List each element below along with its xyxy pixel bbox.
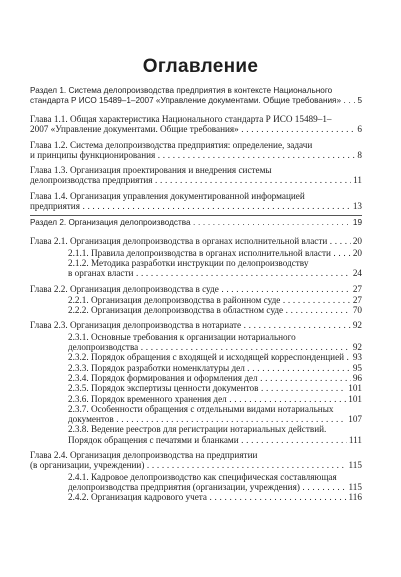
toc-subsection[interactable] bbox=[30, 258, 362, 279]
toc-page-number: 5 bbox=[357, 96, 362, 105]
toc-chapter[interactable] bbox=[30, 315, 362, 330]
toc-chapter[interactable] bbox=[30, 279, 362, 294]
toc-entry-text: Раздел 1. Система делопроизводства предприятия в контексте Национального bbox=[30, 86, 333, 95]
toc-subsection[interactable] bbox=[30, 394, 362, 404]
toc-page-number: 92 bbox=[352, 342, 362, 353]
toc-entry-text: 2.2.2. Организация делопроизводства в областном суде bbox=[68, 305, 284, 316]
toc-entry-text: 2007 «Управление документами. Общие требования» bbox=[30, 124, 239, 135]
toc-chapter[interactable] bbox=[30, 231, 362, 246]
toc-page-number: 20 bbox=[352, 247, 362, 258]
toc-section[interactable] bbox=[30, 84, 362, 109]
page-title: Оглавление bbox=[142, 56, 259, 77]
toc-page-number: 115 bbox=[348, 481, 362, 492]
toc-subsection[interactable] bbox=[30, 352, 362, 362]
toc-entry-text: Раздел 2. Организация делопроизводства bbox=[30, 218, 191, 228]
toc-entry-text: 2.3.8. Ведение реестров для регистрации нотариальных действий. bbox=[68, 424, 327, 435]
toc-entry-text: Порядок обращения с печатями и бланками bbox=[68, 434, 239, 445]
toc-page-number: 13 bbox=[352, 201, 362, 212]
toc-page-number: 27 bbox=[352, 283, 362, 294]
toc-subsection[interactable] bbox=[30, 305, 362, 315]
toc-entry-text: 2.1.1. Правила делопроизводства в органах исполнительной власти bbox=[68, 247, 331, 258]
toc-entry-text: 2.2.1. Организация делопроизводства в районном суде bbox=[68, 294, 281, 305]
toc-entry-text: 2.3.1. Основные требования к организации нотариального bbox=[68, 331, 296, 342]
toc-chapter[interactable] bbox=[30, 160, 362, 186]
toc-page-number: 92 bbox=[352, 320, 362, 331]
toc-page-number: 115 bbox=[348, 460, 362, 471]
toc-entry-text: делопроизводства предприятия bbox=[30, 175, 153, 186]
toc-entry-text: 2.3.3. Порядок разработки номенклатуры дел bbox=[68, 362, 245, 373]
toc-chapter[interactable] bbox=[30, 445, 362, 471]
toc-entry-text: Глава 1.3. Организация проектирования и внедрения системы bbox=[30, 165, 272, 176]
toc-subsection[interactable] bbox=[30, 404, 362, 425]
toc-entry-text: в органах власти bbox=[68, 268, 134, 279]
toc-entry-text: Глава 2.2. Организация делопроизводства в суде bbox=[30, 283, 219, 294]
toc-subsection[interactable] bbox=[30, 247, 362, 258]
toc-entry-text: 2.3.7. Особенности обращения с отдельными видами нотариальных bbox=[68, 403, 334, 414]
toc-entry-text: 2.3.6. Порядок временного хранения дел bbox=[68, 393, 227, 404]
toc-entry-text: предприятия bbox=[30, 201, 80, 212]
toc-page-number: 93 bbox=[352, 352, 362, 363]
toc-chapter[interactable] bbox=[30, 186, 362, 212]
toc-subsection[interactable] bbox=[30, 424, 362, 445]
toc-entry-text: 2.3.4. Порядок формирования и оформления дел bbox=[68, 372, 258, 383]
toc-entry-text: (в организации, учреждении) bbox=[30, 460, 145, 471]
toc-entry-text: делопроизводства bbox=[68, 342, 139, 353]
toc-subsection[interactable] bbox=[30, 294, 362, 305]
toc-page-number: 107 bbox=[348, 414, 362, 425]
toc-page-number: 95 bbox=[352, 362, 362, 373]
toc-entry-text: Глава 2.1. Организация делопроизводства в органах исполнительной власти bbox=[30, 236, 328, 247]
toc-entry-text: делопроизводства предприятия (организации, учреждения) bbox=[68, 481, 300, 492]
toc-page-number: 111 bbox=[348, 434, 362, 445]
table-of-contents bbox=[30, 84, 362, 503]
toc-subsection[interactable] bbox=[30, 471, 362, 493]
toc-page-number: 24 bbox=[352, 268, 362, 279]
toc-page-number: 20 bbox=[352, 236, 362, 247]
toc-entry-text: Глава 2.3. Организация делопроизводства в нотариате bbox=[30, 320, 242, 331]
toc-entry-text: 2.3.2. Порядок обращения с входящей и исходящей корреспонденцией bbox=[68, 352, 345, 363]
toc-page-number: 116 bbox=[348, 492, 362, 503]
toc-entry-text: Глава 1.4. Организация управления документированной информацией bbox=[30, 190, 305, 201]
toc-page-number: 11 bbox=[353, 175, 362, 186]
toc-section[interactable] bbox=[30, 216, 362, 231]
toc-entry-text: 2.4.1. Кадровое делопроизводство как специфическая составляющая bbox=[68, 471, 337, 482]
toc-chapter[interactable] bbox=[30, 135, 362, 161]
toc-subsection[interactable] bbox=[30, 492, 362, 502]
toc-entry-text: 2.3.5. Порядок экспертизы ценности документов bbox=[68, 383, 259, 394]
toc-chapter[interactable] bbox=[30, 109, 362, 135]
toc-entry-text: стандарта Р ИСО 15489–1–2007 «Управление документами. Общие требования» bbox=[30, 96, 342, 105]
toc-entry-text: документов bbox=[68, 414, 114, 425]
toc-subsection[interactable] bbox=[30, 363, 362, 373]
toc-page-number: 19 bbox=[352, 218, 362, 228]
toc-entry-text: Глава 2.4. Организация делопроизводства на предприятии bbox=[30, 450, 258, 461]
toc-subsection[interactable] bbox=[30, 373, 362, 383]
toc-entry-text: Глава 1.1. Общая характеристика Национального стандарта Р ИСО 15489–1– bbox=[30, 114, 332, 124]
toc-subsection[interactable] bbox=[30, 383, 362, 393]
toc-entry-text: и принципы функционирования bbox=[30, 149, 156, 160]
toc-entry-text: 2.4.2. Организация кадрового учета bbox=[68, 492, 208, 503]
toc-page-number: 6 bbox=[357, 124, 362, 135]
toc-subsection[interactable] bbox=[30, 331, 362, 353]
toc-entry-text: 2.1.2. Методика разработки инструкции по делопроизводству bbox=[68, 257, 309, 268]
toc-entry-text: Глава 1.2. Система делопроизводства предприятия: определение, задачи bbox=[30, 139, 313, 150]
toc-page-number: 70 bbox=[352, 305, 362, 316]
toc-page-number: 27 bbox=[352, 294, 362, 305]
toc-page-number: 8 bbox=[357, 149, 362, 160]
toc-page-number: 96 bbox=[352, 372, 362, 383]
toc-page-number: 101 bbox=[348, 393, 362, 404]
toc-page-number: 101 bbox=[348, 383, 362, 394]
